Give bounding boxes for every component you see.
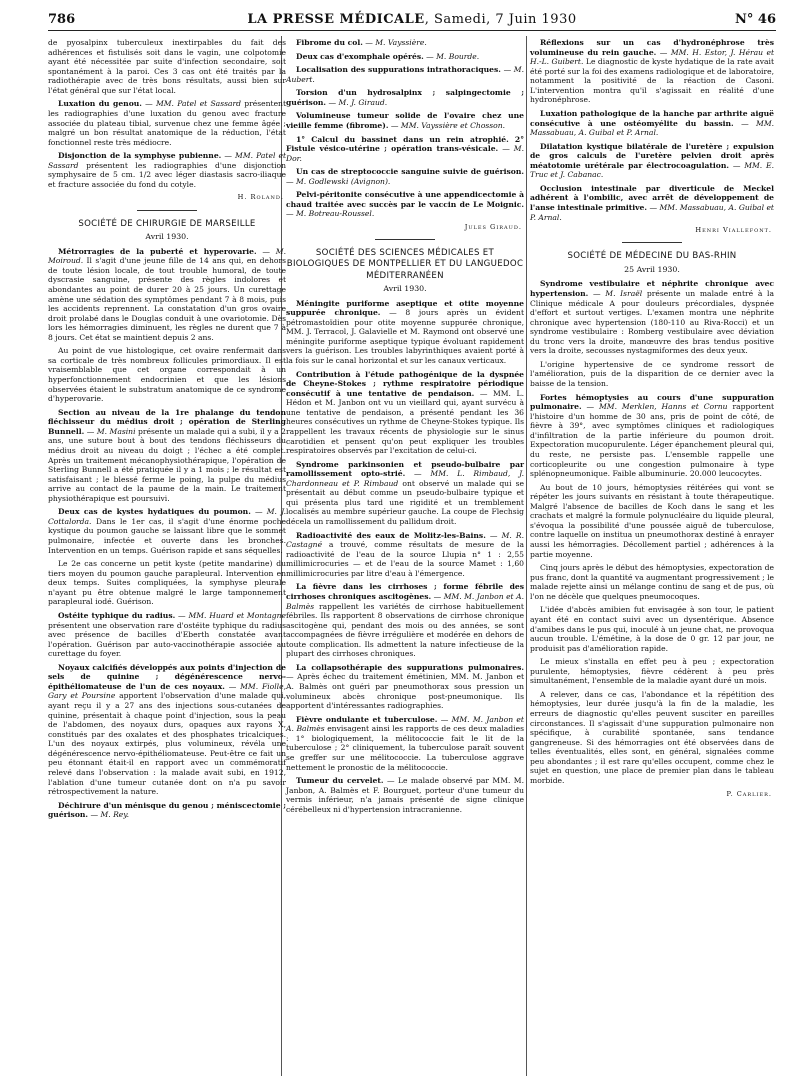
article-title: Dilatation kystique bilatérale de l'uretère ; expulsion de gros calculs de l'uretère pelvien droit après méatotomie urétérale par électrocoagulation. (530, 141, 774, 170)
article-body: — 8 jours après un évident pétromastoïdien pour otite moyenne suppurée chronique, MM. J. Terracol, J. Galavielle et M. Raymond ont observé une méningite puriforme aseptique typique évoluant rapidement vers la guérison. Les troubles labyrinthiques avaient porté à la fois sur le canal horizontal et sur les canaux verticaux. (286, 308, 524, 365)
article-streptococcie (286, 167, 524, 186)
article-osteite (48, 611, 286, 659)
article-parkinsonien (286, 460, 524, 527)
article-body: a trouvé, comme résultats de mesure de la radioactivité de l'eau de la source Llupia n° 1 : 2,55 millimicrocuries — et de l'eau de la source Mamet : 1,60 millimicrocuries par litre d'eau à l'émergence. (286, 540, 524, 578)
article-body: Le diagnostic de kyste hydatique de la rate avait été porté sur la foi des examens radiologique et de laboratoire, notamment la positivité de la réaction de Casoni. L'intervention montra qu'il s'agissait en réalité d'une hydronéphrose. (530, 57, 775, 105)
issue-number: N° 46 (735, 12, 776, 27)
article-title: Radioactivité des eaux de Molitz-les-Bains. (296, 530, 486, 540)
article-authors: — M. Vayssière. (362, 38, 427, 47)
signature: H. Roland. (237, 193, 284, 202)
paragraph: de pyosalpinx tuberculeux inextirpables du fait des adhérences et fistulisés soit dans le vagin, une colpotomie ayant été nécessitée par suite d'infection secondaire, soit spontanément à la paroi. Ces 3 cas ont été traités par la radiothérapie avec de très bons résultats, aussi bien sur l'état général que sur l'état local. (48, 38, 286, 95)
paragraph: L'origine hypertensive de ce syndrome ressort de l'amélioration, puis de la disparition de ce dernier avec la baisse de la tension. (530, 359, 774, 389)
article-title: Ostéite typhique du radius. (58, 610, 176, 620)
article-title: Deux cas de kystes hydatiques du poumon. (58, 507, 251, 517)
society-date: Avril 1930. (383, 283, 427, 293)
signature: Jules Giraud. (464, 223, 522, 231)
article-authors: — M. Botreau-Roussel. (286, 209, 375, 219)
article-authors: — MM. E. Truc et J. Cabanac. (530, 160, 774, 180)
article-title: Fièvre ondulante et tuberculose. (296, 714, 438, 724)
article-authors: — M. R. Castagné (286, 530, 524, 550)
column-rule (526, 36, 527, 1076)
article-title: Métrorragies de la puberté et hyperovarie. (58, 246, 257, 256)
article-authors: — MM. Vayssière et Chosson. (388, 120, 506, 130)
article-metrorragies (48, 247, 286, 343)
society-heading: SOCIÉTÉ DE CHIRURGIE DE MARSEILLE (78, 218, 256, 229)
paragraph: L'idée d'abcès amibien fut envisagée à son tour, le patient ayant été en contact suivi avec un dysentérique. Absence d'amibes dans le pus qui, inoculé à un jeune chat, ne provoqua aucun trouble. L'émétine, à la dose de 0 gr. 12 par jour, ne produisit pas d'amélioration rapide. (530, 605, 774, 653)
article-body: Dans le 1er cas, il s'agit d'une énorme poche kystique du poumon gauche se laissant libre que le sommet pulmonaire, infectée et ouverte dans les bronches. Intervention en un temps. Guérison rapide et sans séquelles. (48, 516, 286, 555)
article-title: La fièvre dans les cirrhoses ; forme fébrile des cirrhoses chroniques ascitogènes. (286, 582, 524, 601)
article-authors: — MM. M. Janbon et A. Balmès (286, 591, 524, 611)
article-body: envisagent ainsi les rapports de ces deux maladies : 1° biologiquement, la mélitococcie fait le lit de la tuberculose ; 2° cliniquement, la tuberculose paraît souvent se greffer sur une mélitococcie. La tuberculose aggrave nettement le pronostic de la mélitococcie. (286, 724, 524, 772)
article-authors: — MM. L. Rimbaud, J. Chardonneau et P. Rimbaud (286, 469, 525, 488)
paragraph: A relever, dans ce cas, l'abondance et la répétition des hémoptysies, leur durée jusqu'à la fin de la maladie, les erreurs de diagnostic qu'elles peuvent susciter en pareilles circonstances. Il s'agissait d'une suppuration pulmonaire non spécifique, à curabilité spontanée, sans tendance gangreneuse. Si des hémorragies ont été observées dans de telles éventualités, elles sont, en général, signalées comme peu abondantes ; il est rare qu'elles occupent, comme chez le sujet en question, une place de premier plan dans le tableau morbide. (530, 689, 774, 785)
column-3 (530, 38, 774, 804)
divider (137, 210, 197, 211)
article-title: Syndrome parkinsonien et pseudo-bulbaire par ramollissement opto-strié. (286, 459, 524, 479)
article-authors: — M. Dor. (286, 144, 524, 163)
article-hydronephrose (530, 38, 774, 105)
society-heading: SOCIÉTÉ DES SCIENCES MÉDICALES ET BIOLOGIQUES DE MONTPELLIER ET DU LANGUEDOC MÉDITERRANÉEN (286, 248, 524, 281)
article-collapsotherapie (286, 663, 524, 711)
paragraph: Au bout de 10 jours, hémoptysies réitérées qui vont se répéter les jours suivants en résistant à toute thérapeutique. Malgré l'absence de bacilles de Koch dans le sang et les crachats et malgré la formule polynucléaire du liquide pleural, s'évoqua la possibilité d'une poussée aiguë de tuberculose, contre laquelle on institua un pneumothorax destiné à enrayer aussi les hémorragies. Décollement partiel ; adhérences à la partie moyenne. (530, 482, 774, 559)
signature: Henri Viallefont. (695, 226, 772, 235)
article-authors: — M. J. Cottalorda. (48, 507, 286, 526)
article-title: Un cas de streptococcie sanguine suivie de guérison. (296, 167, 524, 177)
article-radioactivite (286, 531, 524, 579)
paragraph: Le 2e cas concerne un petit kyste (petite mandarine) du tiers moyen du poumon gauche parapleural. Intervention en deux temps. Suites compliquées, la symphyse pleurale n'ayant pu être obtenue malgré le large tamponnement parapleural iodé. Guérison. (48, 559, 286, 607)
signature: P. Carlier. (726, 789, 772, 798)
article-title: Fortes hémoptysies au cours d'une suppuration pulmonaire. (530, 392, 774, 412)
article-authors: — M. Rey. (88, 810, 129, 820)
article-title: Luxation du genou. (58, 99, 142, 109)
article-title: Disjonction de la symphyse pubienne. (58, 151, 222, 161)
article-title: Occlusion intestinale par diverticule de Meckel adhérent à l'ombilic, avec arrêt de développement de l'anse intestinale primitive. (530, 183, 774, 212)
article-occlusion (530, 184, 774, 222)
article-hemoptysies (530, 393, 774, 479)
article-title: 1° Calcul du bassinet dans un rein atrophié. 2° Fistule vésico-utérine ; opération trans-vésicale. (286, 134, 524, 154)
article-body: ont observé un malade qui se présentait au début comme un pseudo-bulbaire typique et qui présenta plus tard une rigidité et un tremblement localisés au membre supérieur gauche. La coupe de Flechsig décela un ramollissement du pallidum droit. (286, 478, 524, 526)
article-body: présentent les radiographies d'une disjonction symphysaire de 5 cm. 1/2 avec léger diastasis sacro-iliaque et fracture associée du fond du cotyle. (48, 160, 286, 189)
article-body: rappellent les variétés de cirrhose habituellement fébriles. Ils rapportent 8 observations de cirrhose chronique ascitogène qui, pendant des mois ou des années, se sont accompagnées de fièvre irrégulière et modérée en dehors de toute complication. Ils admettent la nature infectieuse de la plupart des cirrhoses chroniques. (286, 601, 524, 659)
society-date: Avril 1930. (145, 231, 189, 241)
article-title: Torsion d'un hydrosalpinx ; salpingectomie ; guérison. (286, 88, 524, 107)
article-authors: — MM. Patel et Sassard (48, 151, 286, 170)
article-title: Noyaux calcifiés développés aux points d'injection de sels de quinine ; dégénérescence nervo-épithéliomateuse de l'un de ces noyaux. (48, 662, 286, 691)
article-authors: — M. Israël (588, 288, 643, 298)
article-authors: — MM. Massabuau, A. Guibal et P. Arnal. (530, 118, 775, 138)
article-title: Réflexions sur un cas d'hydronéphrose très volumineuse du rein gauche. (530, 38, 774, 57)
article-authors: — MM. Massabuau, A. Guibal et P. Arnal. (530, 203, 774, 222)
article-calcul (286, 135, 524, 164)
society-heading: SOCIÉTÉ DE MÉDECINE DU BAS-RHIN (567, 251, 737, 262)
article-tumeur-ovaire (286, 111, 524, 130)
article-authors: — MM. Patel et Sassard (145, 99, 242, 109)
article-body: Il s'agit d'une jeune fille de 14 ans qui, en dehors de toute lésion locale, de tout trouble humoral, de toute dyscrasie sanguine, présente des règles indolores et abondantes au point de durer 20 à 25 jours. Un curettage amène une sédation des symptômes pendant 7 à 8 mois, puis les accidents reprennent. La constatation d'un gros ovaire droit prolabé dans le Douglas conduit à une ovariotomie. Dès lors les hémorragies diminuent, les règles ne durent que 7 à 8 jours. Cet état se maintient depuis 2 ans. (48, 256, 286, 342)
article-tumeur-cervelet (286, 776, 524, 814)
article-title: Volumineuse tumeur solide de l'ovaire chez une vieille femme (fibrome). (286, 111, 524, 130)
article-section-tendon (48, 408, 286, 504)
divider (375, 239, 435, 240)
paragraph: Le mieux s'installa en effet peu à peu ; expectoration purulente, hémoptysies, fièvre cédèrent à peu près simultanément, l'ensemble de la maladie ayant duré un mois. (530, 657, 774, 686)
article-title: Section au niveau de la 1re phalange du tendon fléchisseur du médius droit ; opération de Sterling Bunnell. (48, 407, 286, 436)
issue-date: , Samedi, 7 Juin 1930 (424, 12, 577, 27)
page-header (48, 10, 776, 31)
article-authors: — MM. Huard et Montagne (175, 610, 286, 620)
article-dilatation (530, 142, 774, 180)
journal-title (48, 12, 776, 27)
page-number: 786 (48, 12, 76, 27)
article-body: rapportent l'histoire d'un homme de 30 ans, pris de point de côté, de fièvre à 39°, avec symptômes cliniques et radiologiques d'infiltration de la partie inférieure du poumon droit. Expectoration mucopurulente. Léger épanchement pleural qui, du reste, ne persiste pas. L'ensemble rappelle une corticopleurite ou une congestion pulmonaire à type splénopneumonique. Faible albuminurie. 20.000 leucocytes. (530, 402, 775, 479)
article-authors: — M. Masini (84, 426, 136, 436)
article-localisation (286, 65, 524, 84)
article-authors: — MM. Fiolle, Gary et Poursine (48, 681, 286, 701)
article-exomphale (286, 52, 524, 62)
article-body: — MM. L. Hédon et M. Janbon ont vu un vieillard qui, ayant survécu à une tentative de pendaison, a présenté pendant les 36 heures consécutives un rythme de Cheyne-Stokes typique. Ils rappellent les travaux récents de physiologie sur le sinus carotidien et pensent qu'on peut expliquer les troubles respiratoires observés par l'excitation de celui-ci. (286, 388, 524, 456)
divider (622, 242, 682, 243)
journal-name: LA PRESSE MÉDICALE (247, 12, 425, 27)
article-torsion (286, 88, 524, 107)
article-authors: — M. Bourde. (423, 51, 480, 61)
article-title: Contribution à l'étude pathogénique de la dyspnée de Cheyne-Stokes ; rythme respiratoire périodique consécutif à une tentative de pendaison. (286, 369, 524, 398)
article-body: présente un malade entré à la Clinique médicale A pour douleurs précordiales, dyspnée d'effort et surtout vertiges. L'examen montra une néphrite chronique avec hypertension (180-110 au Riva-Rocci) et un syndrome vestibulaire : Romberg vestibulaire avec déviation du tronc vers la droite, manœuvre des bras tendus positive vers la droite, secousses nystagmiformes des deux yeux. (530, 288, 774, 356)
article-authors: — M. J. Giraud. (326, 97, 388, 107)
article-body: apportent l'observation d'une malade qui, ayant reçu il y a 27 ans des injections sous-cutanées de quinine, présentait à chaque point d'injection, sous la peau de l'abdomen, des noyaux durs, opaques aux rayons X, constitués par des oxalates et des phosphates tricalciques. L'un des noyaux extirpés, plus volumineux, révéla une dégénérescence nervo-épithéliomateuse. Peut-être ce fait un peu étonnant était-il en rapport avec un commémoratif relevé dans l'observation : la malade avait subi, en 1912, l'ablation d'une tumeur cutanée dont on n'a pu savoir rétrospectivement la nature. (48, 691, 286, 797)
article-authors: — MM. H. Estor, J. Hérau et H.-L. Guibert. (530, 47, 775, 67)
article-dechirure (48, 801, 286, 820)
article-kystes (48, 507, 286, 555)
article-authors: — M. Godlewski (Avignon). (286, 176, 391, 186)
article-authors: — MM. Merklen, Hanns et Cornu (581, 402, 728, 412)
paragraph: Cinq jours après le début des hémoptysies, expectoration de pus franc, dont la quantité va augmentant progressivement ; le malade rejette ainsi un mélange continu de sang et de pus, où l'on ne décèle que quelques pneumocoques. (530, 563, 774, 601)
article-body: — Après échec du traitement émétinien, MM. M. Janbon et A. Balmès ont guéri par pneumothorax sous pression un volumineux abcès chronique post-pneumonique. Ils apportent d'intéressantes radiographies. (286, 672, 524, 711)
article-body: présentent une observation rare d'ostéite typhique du radius avec présence de bacilles d'Eberth constatée avant l'opération. Guérison par auto-vaccinothérapie associée au curettage du foyer. (48, 620, 286, 659)
article-title: Tumeur du cervelet. (296, 776, 384, 786)
article-fievre-cirrhoses (286, 582, 524, 659)
article-title: Fibrome du col. (296, 38, 363, 47)
article-authors: — MM. M. Janbon et A. Balmès (286, 714, 524, 734)
article-body: présentent les radiographies d'une luxation du genou avec fracture associée du plateau tibial, survenue chez une femme âgée ; malgré un bon résultat anatomique de la réduction, l'état fonctionnel reste très médiocre. (48, 99, 287, 147)
article-authors: — M. Moiroud. (48, 246, 286, 266)
article-title: Localisation des suppurations intrathoraciques. (296, 65, 501, 75)
article-disjonction (48, 151, 286, 189)
article-title: Deux cas d'exomphale opérés. (296, 51, 424, 61)
article-cheyne-stokes (286, 370, 524, 456)
paragraph: Au point de vue histologique, cet ovaire renfermait dans sa corticale de très nombreux follicules primordiaux. Il est vraisemblable que cet organe correspondait à un hyperfonctionnement endocrinien et que les lésions observées étaient le substratum anatomique de ce syndrome d'hyperovarie. (48, 346, 286, 404)
article-title: Déchirure d'un ménisque du genou ; méniscectomie ; guérison. (48, 800, 286, 820)
article-authors: — M. Aubert. (286, 65, 524, 84)
article-fievre-ondulante (286, 715, 524, 772)
article-title: Luxation pathologique de la hanche par arthrite aiguë consécutive à une ostéomyélite du bassin. (530, 108, 774, 128)
article-fibrome (286, 38, 524, 48)
article-body: présente un malade qui a subi, il y a 2 ans, une suture bout à bout des tendons fléchisseurs du médius droit au niveau du doigt ; l'échec a été complet. Après un traitement mécanophysiothérapique, l'opération de Sterling Bunnell a été pratiquée il y a 1 mois ; le résultat est satisfaisant ; le blessé ferme le poing, la pulpe du médius arrive au contact de la paume de la main. Le traitement physiothérapique est poursuivi. (48, 426, 286, 503)
article-title: Pelvi-péritonite consécutive à une appendicectomie à chaud traitée avec succès par le vaccin de Le Moignic. (286, 190, 524, 209)
article-title: Syndrome vestibulaire et néphrite chronique avec hypertension. (530, 279, 774, 298)
article-pelvi (286, 190, 524, 219)
column-1 (48, 38, 286, 824)
column-2 (286, 38, 524, 818)
article-meningite (286, 299, 524, 366)
article-title: Méningite puriforme aseptique et otite moyenne suppurée chronique. (286, 298, 524, 318)
article-body: — Le malade observé par MM. M. Janbon, A. Balmès et F. Bourguet, porteur d'une tumeur du vermis inférieur, n'a jamais présenté de signe clinique cérébelleux ni d'hypertension intracranienne. (286, 776, 524, 814)
article-title: La collapsothérapie des suppurations pulmonaires. (296, 662, 524, 672)
society-date: 25 Avril 1930. (624, 264, 680, 274)
article-luxation-hanche (530, 109, 774, 138)
article-syndrome-vestibulaire (530, 279, 774, 356)
article-luxation (48, 99, 286, 147)
article-noyaux (48, 663, 286, 797)
